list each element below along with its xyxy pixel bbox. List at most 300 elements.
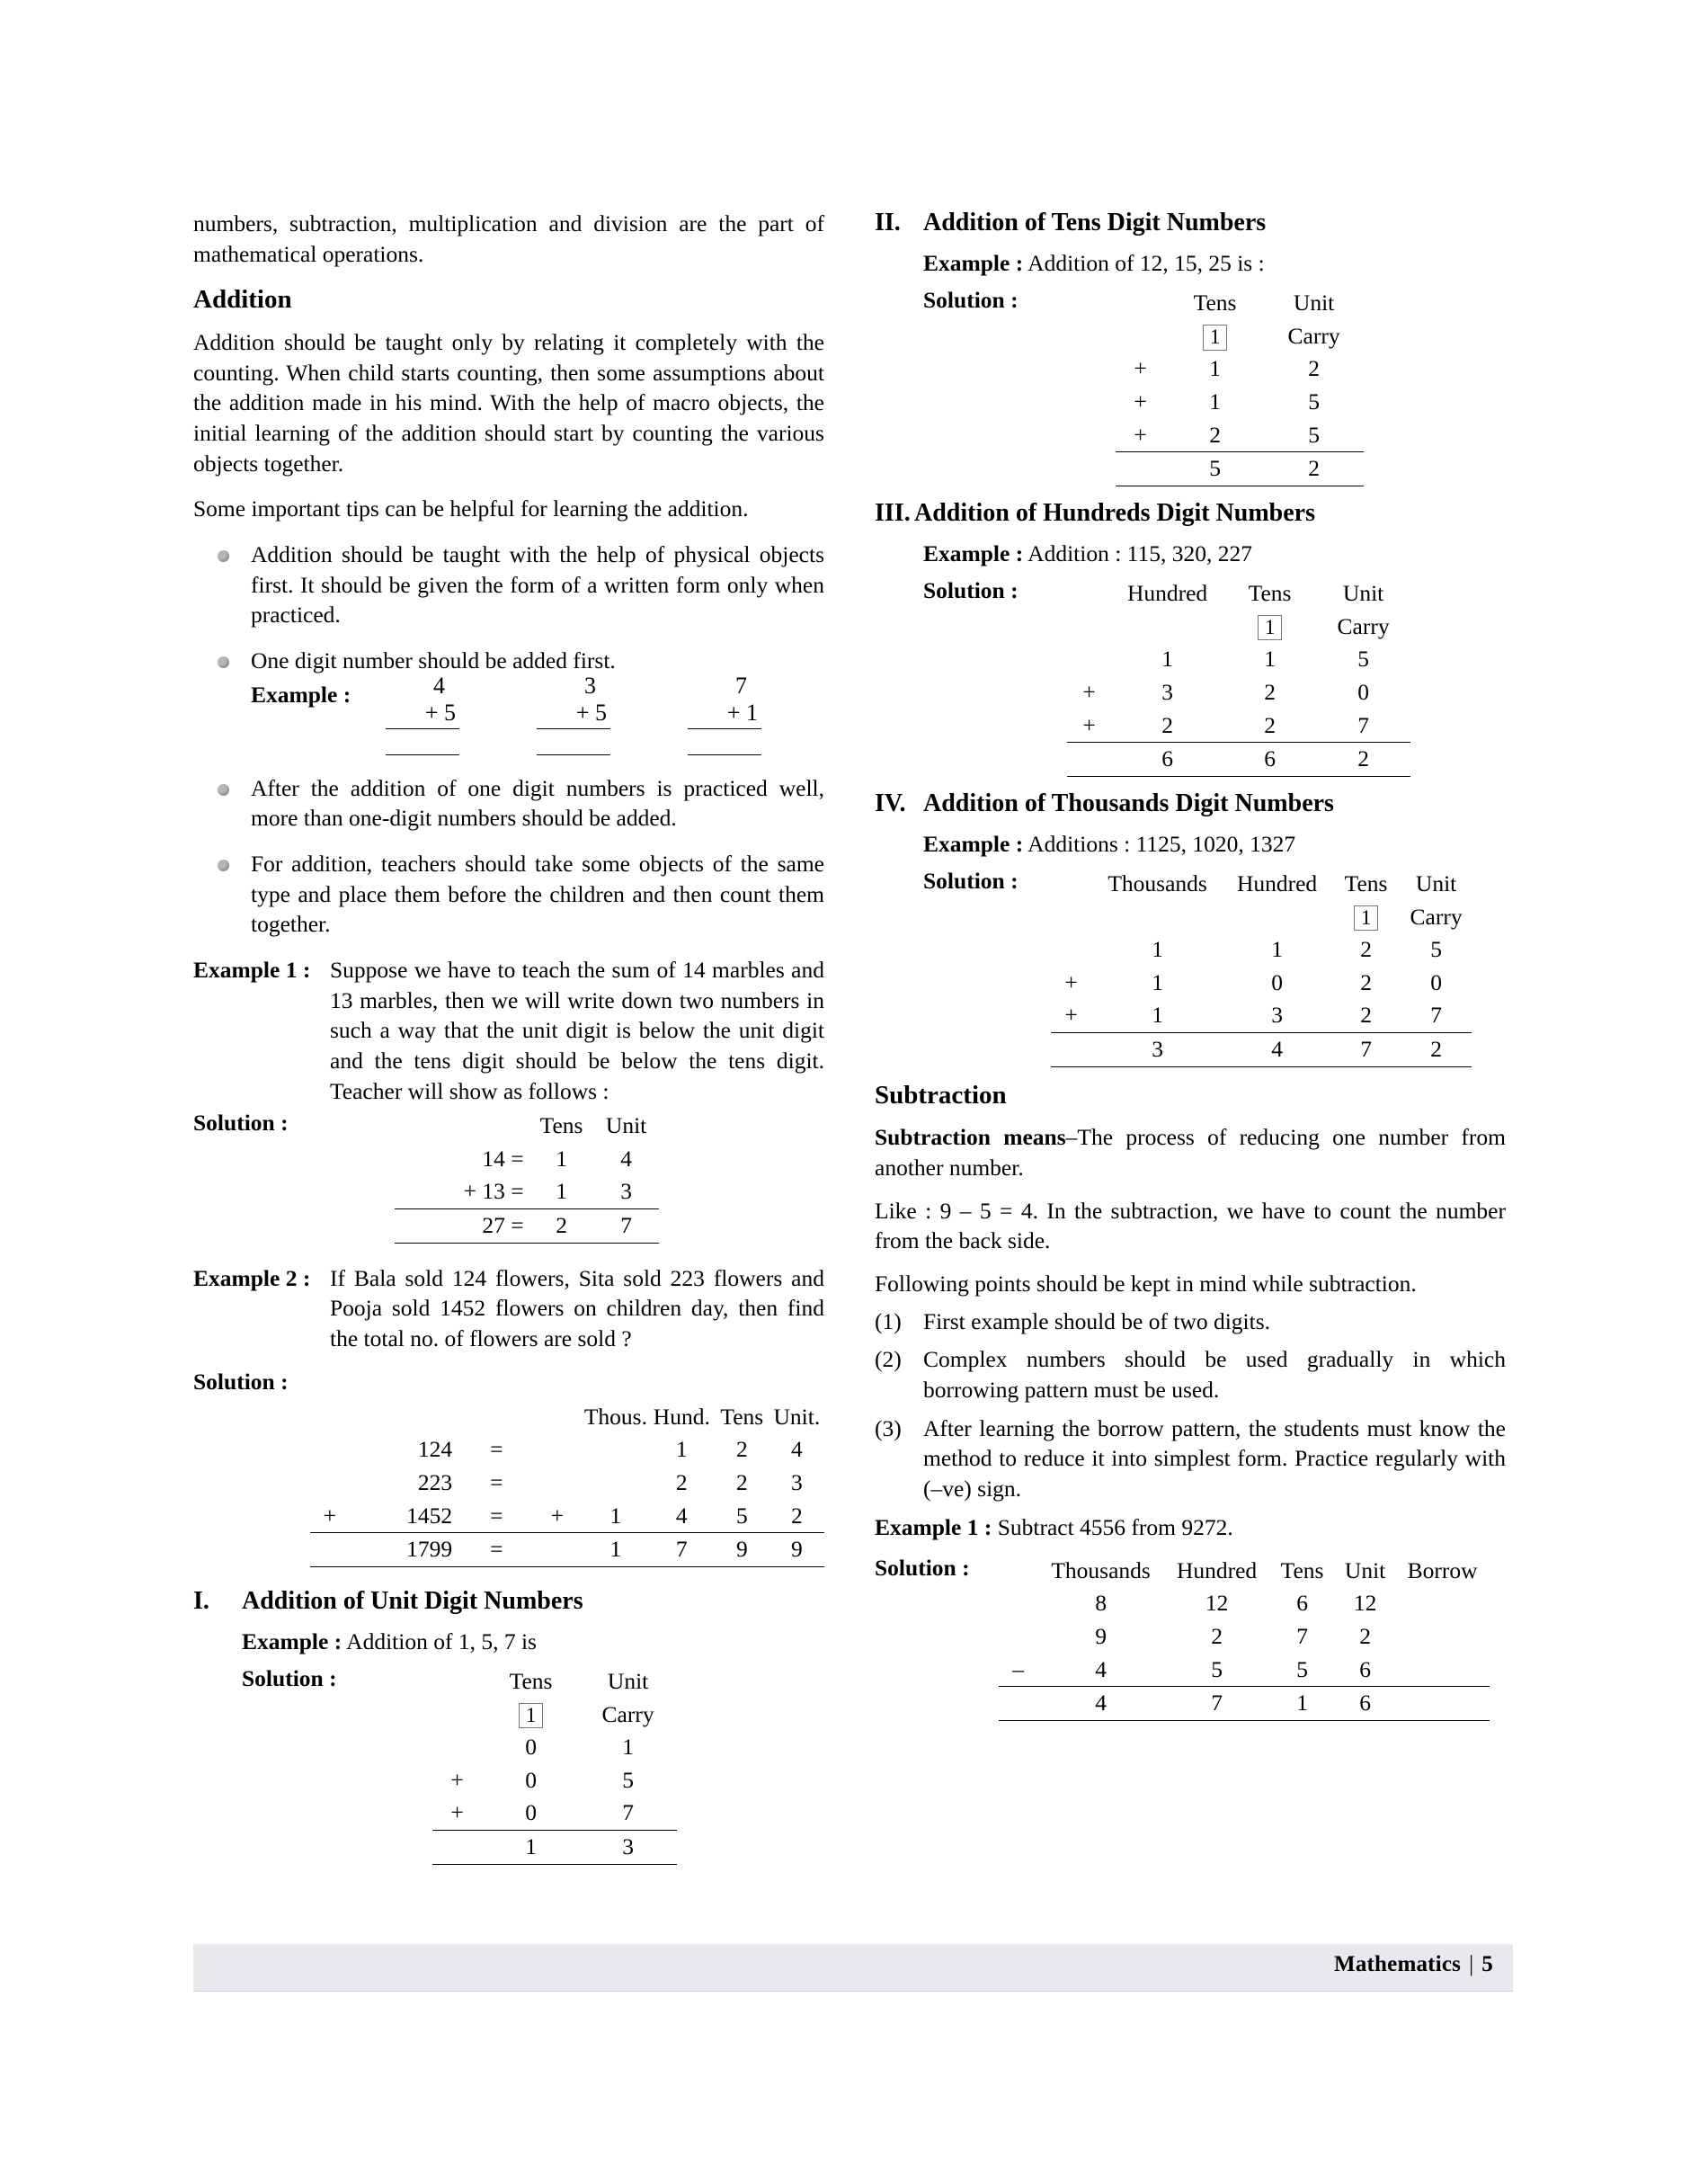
- addition-tips-list: [193, 540, 824, 940]
- table-row: [310, 1433, 824, 1467]
- row-expression: + 13 =: [395, 1175, 529, 1208]
- cell: 1: [529, 1175, 594, 1208]
- cell: 9: [1095, 1623, 1107, 1650]
- cell: 0: [525, 1734, 537, 1761]
- table-row: [999, 1587, 1490, 1620]
- mini-sum-answer-rule: [537, 754, 610, 755]
- list-item: [875, 1413, 1506, 1504]
- section-4-table: [1051, 868, 1472, 1067]
- row-operator: +: [450, 1766, 464, 1793]
- cell: 6: [1223, 743, 1317, 777]
- example-label: Example :: [923, 250, 1024, 276]
- table-header-row: [395, 1110, 659, 1143]
- cell: 6: [1335, 1687, 1396, 1721]
- table-header-row: [1067, 577, 1410, 611]
- solution-label: Solution :: [923, 287, 1019, 314]
- cell: 3: [594, 1175, 659, 1208]
- cell: 0: [483, 1797, 580, 1830]
- one-digit-example-sums: [386, 673, 824, 755]
- subtraction-means-paragraph: [875, 1122, 1506, 1182]
- cell: 2: [1317, 743, 1410, 777]
- row-operator-2: +: [532, 1500, 583, 1533]
- table-row: [395, 1143, 659, 1176]
- list-item: [193, 646, 824, 676]
- row-operator: +: [1082, 678, 1096, 705]
- cell: 1: [1270, 1687, 1335, 1721]
- table-row-total: [432, 1831, 677, 1865]
- cell: 1: [483, 1831, 580, 1865]
- section-1-solution: [242, 1665, 824, 1865]
- mini-sum-addend: 5: [595, 699, 607, 726]
- row-operator: +: [1134, 388, 1147, 415]
- cell: 3: [791, 1468, 803, 1495]
- cell: 2: [735, 1468, 748, 1495]
- carry-row: [1051, 901, 1472, 934]
- cell: 2: [769, 1500, 824, 1533]
- cell: 3: [1092, 1033, 1223, 1067]
- subtraction-points-lead: Following points should be kept in mind while subtraction.: [875, 1271, 1417, 1297]
- cell: 1: [1264, 646, 1276, 673]
- equals-sign: =: [461, 1500, 532, 1533]
- section-2-example-line: [923, 248, 1506, 278]
- column-header: Unit: [607, 1667, 649, 1694]
- carry-box-cell: [1331, 901, 1401, 934]
- section-heading-3: [875, 499, 1506, 528]
- list-item-text: Addition should be taught with the help of physical objects first. It should be given the form of a written form only when practiced.: [251, 541, 824, 629]
- cell: 12: [1205, 1590, 1229, 1617]
- cell: 5: [1164, 1654, 1270, 1687]
- row-expression: 14 =: [482, 1145, 524, 1172]
- example-1-table: [395, 1110, 659, 1244]
- row-operator: [999, 1620, 1038, 1654]
- table-row: [432, 1731, 677, 1764]
- row-operator: –: [999, 1654, 1038, 1687]
- cell: 5: [1265, 419, 1364, 452]
- column-header: Tens: [720, 1403, 764, 1430]
- row-operator: [1051, 1033, 1092, 1067]
- carry-box-cell: [483, 1699, 580, 1732]
- cell: 4: [1038, 1654, 1164, 1687]
- subtraction-points-list: [875, 1306, 1506, 1504]
- continued-paragraph: numbers, subtraction, multiplication and division are the part of mathematical operations.: [193, 210, 824, 267]
- column-header: Unit: [1415, 869, 1457, 896]
- table-row: [310, 1467, 824, 1500]
- row-expression: 27 =: [395, 1209, 529, 1244]
- carry-box-cell: [1166, 320, 1265, 353]
- cell: 1: [1092, 999, 1223, 1032]
- cell: 5: [1357, 646, 1369, 673]
- column-header: Hundred: [1236, 869, 1318, 896]
- solution-label: Solution :: [242, 1664, 337, 1691]
- column-header: Unit: [1344, 1556, 1386, 1583]
- cell: 2: [1308, 355, 1320, 382]
- table-row-total: [1051, 1033, 1472, 1067]
- cell: 0: [1430, 968, 1442, 995]
- table-row: [1051, 999, 1472, 1032]
- row-operator: [310, 1467, 350, 1500]
- row-operator: [1051, 933, 1092, 967]
- column-header: Tens: [1193, 290, 1237, 317]
- table-row: [395, 1175, 659, 1208]
- bullet-dot-icon: [218, 860, 229, 871]
- example-2-table: [310, 1401, 824, 1567]
- solution-label: Solution :: [875, 1554, 970, 1581]
- mini-sum-top: 3: [584, 672, 596, 699]
- cell: [583, 1433, 649, 1467]
- table-row: [1067, 709, 1410, 743]
- list-item-text: Complex numbers should be used gradually in which borrowing pattern must be used.: [923, 1346, 1506, 1404]
- section-1-body: [193, 1627, 824, 1865]
- cell: 0: [1357, 678, 1369, 705]
- cell: 6: [1296, 1590, 1308, 1617]
- cell: 2: [1265, 452, 1364, 486]
- row-operator: [432, 1731, 483, 1764]
- section-3-solution: [923, 577, 1506, 777]
- mini-sum-operator: +: [575, 699, 590, 726]
- one-digit-example-block: [193, 672, 824, 755]
- mini-sum: [688, 673, 761, 755]
- table-row: [999, 1620, 1490, 1654]
- mini-sum-operator: +: [424, 699, 439, 726]
- list-item: [875, 1306, 1506, 1337]
- table-header-row: [1051, 868, 1472, 901]
- cell: 1: [1209, 388, 1221, 415]
- table-header-row: [432, 1665, 677, 1699]
- table-row: [1116, 386, 1364, 419]
- cell: 1: [1161, 646, 1173, 673]
- table-header-row: [999, 1555, 1490, 1588]
- cell: 1: [583, 1533, 649, 1567]
- cell: 2: [1331, 999, 1401, 1032]
- section-2-body: [875, 248, 1506, 486]
- column-header: Tens: [1344, 869, 1388, 896]
- cell: 1: [622, 1734, 634, 1761]
- list-item-text: One digit number should be added first.: [251, 647, 616, 674]
- section-heading-4: [875, 789, 1506, 818]
- list-item: [875, 1344, 1506, 1404]
- cell: 7: [1331, 1033, 1401, 1067]
- example-label: Example :: [923, 830, 1024, 857]
- example-1-text: Suppose we have to teach the sum of 14 marbles and 13 marbles, then we will write down two numbers in such a way that the unit digit is below the unit digit and the tens digit should be below the tens digit. Teacher will show as follows :: [330, 956, 824, 1104]
- table-row: [1067, 676, 1410, 709]
- row-operator-2: [532, 1467, 583, 1500]
- example-text: Addition : 115, 320, 227: [1027, 540, 1252, 566]
- section-heading-2: [875, 209, 1506, 237]
- footer-book-title: Mathematics: [1334, 1952, 1462, 1976]
- cell: 4: [620, 1145, 632, 1172]
- solution-label: Solution :: [923, 577, 1019, 604]
- cell: 1: [583, 1500, 649, 1533]
- list-item-text: After learning the borrow pattern, the students must know the method to reduce it into simplest form. Practice regularly with (–ve) sign.: [923, 1414, 1506, 1503]
- carry-label: Carry: [1410, 903, 1463, 930]
- example-1-block: [193, 955, 824, 1106]
- cell: 2: [1112, 709, 1223, 743]
- cell: 3: [1223, 999, 1331, 1032]
- column-header: Unit.: [773, 1403, 821, 1430]
- cell: 2: [1360, 936, 1372, 963]
- section-4-body: [875, 829, 1506, 1067]
- example-text: Addition of 12, 15, 25 is :: [1027, 250, 1265, 276]
- list-item-text: First example should be of two digits.: [923, 1307, 1271, 1334]
- cell: 2: [1360, 968, 1372, 995]
- list-item-number: (2): [875, 1346, 902, 1373]
- table-header-row: [310, 1401, 824, 1434]
- carry-row: [1067, 611, 1410, 644]
- carry-value: 1: [1258, 615, 1283, 641]
- mini-sum: [386, 673, 459, 755]
- cell: 2: [1211, 1623, 1223, 1650]
- table-row: [1116, 419, 1364, 452]
- bullet-dot-icon: [218, 550, 229, 562]
- example-2-tag: Example 2 :: [193, 1264, 311, 1291]
- table-row: [310, 1500, 824, 1533]
- row-operator: +: [1134, 355, 1147, 382]
- carry-row: [432, 1699, 677, 1732]
- column-header: Thousands: [1108, 869, 1207, 896]
- list-item-text: After the addition of one digit numbers is practiced well, more than one-digit numbers should be added.: [251, 774, 824, 832]
- solution-label: Solution :: [923, 867, 1019, 894]
- cell: 4: [649, 1500, 715, 1533]
- cell: 4: [791, 1436, 803, 1463]
- cell: 2: [1401, 1033, 1472, 1067]
- example-1-text: Subtract 4556 from 9272.: [997, 1513, 1233, 1540]
- table-row: [1116, 352, 1364, 386]
- row-operator: +: [432, 1797, 483, 1830]
- subtraction-example-1-solution: [875, 1555, 1506, 1721]
- cell: 5: [1430, 936, 1442, 963]
- table-row: [1051, 967, 1472, 1000]
- mini-sum-addend: 5: [444, 699, 456, 726]
- section-numeral: IV.: [875, 789, 906, 817]
- column-header: Unit: [1293, 290, 1335, 317]
- row-operator: [1067, 643, 1112, 676]
- row-operator-2: [532, 1533, 583, 1567]
- cell: 2: [1223, 709, 1317, 743]
- section-numeral: II.: [875, 209, 901, 236]
- equals-sign: =: [490, 1468, 503, 1495]
- cell: 5: [1308, 388, 1320, 415]
- list-item: [193, 773, 824, 834]
- section-2-table: [1116, 287, 1364, 486]
- row-operator-2: [532, 1433, 583, 1467]
- cell: [583, 1467, 649, 1500]
- cell: 0: [525, 1766, 537, 1793]
- table-row: [1067, 643, 1410, 676]
- cell: 6: [1335, 1654, 1396, 1687]
- addition-heading: Addition: [193, 285, 292, 315]
- carry-value: 1: [519, 1703, 544, 1729]
- row-operator: [999, 1687, 1038, 1721]
- table-header-row: [1116, 287, 1364, 320]
- mini-sum: [537, 673, 610, 755]
- cell: 2: [1264, 678, 1276, 705]
- section-1-example-line: [242, 1627, 824, 1656]
- carry-value: 1: [1354, 905, 1379, 932]
- table-row-total: [999, 1687, 1490, 1721]
- carry-row: [1116, 320, 1364, 353]
- row-operator: [432, 1831, 483, 1865]
- mini-sum-top: 4: [433, 672, 445, 699]
- row-operator: [999, 1587, 1038, 1620]
- list-item-text: For addition, teachers should take some objects of the same type and place them before the children and then count them together.: [251, 850, 824, 938]
- row-value: 124: [417, 1436, 453, 1463]
- table-row-total: [395, 1209, 659, 1244]
- subtraction-like-paragraph: Like : 9 – 5 = 4. In the subtraction, we have to count the number from the back side.: [875, 1197, 1506, 1254]
- section-title: Addition of Tens Digit Numbers: [923, 209, 1267, 236]
- footer-separator: |: [1469, 1952, 1474, 1976]
- left-column: [193, 209, 824, 1865]
- cell: 9: [769, 1533, 824, 1567]
- example-2-text: If Bala sold 124 flowers, Sita sold 223 flowers and Pooja sold 1452 flowers on children day, then find the total no. of flowers are sold ?: [330, 1264, 824, 1352]
- example-label: Example :: [923, 540, 1024, 566]
- mini-sum-top: 7: [735, 672, 747, 699]
- subtraction-heading: Subtraction: [875, 1080, 1007, 1110]
- subtraction-means-text: –The process of reducing one number from another number.: [875, 1124, 1506, 1182]
- mini-sum-operator: +: [726, 699, 741, 726]
- table-row-total: [1116, 452, 1364, 486]
- section-numeral: I.: [193, 1586, 209, 1615]
- tips-lead-paragraph: Some important tips can be helpful for learning the addition.: [193, 495, 749, 522]
- cell: 2: [735, 1436, 748, 1463]
- row-operator: [1067, 743, 1112, 777]
- cell: 5: [622, 1766, 634, 1793]
- column-header: Hundred: [1176, 1556, 1258, 1583]
- section-3-example-line: [923, 539, 1506, 568]
- column-header: Thousands: [1051, 1556, 1151, 1583]
- page-footer: [193, 1944, 1513, 1992]
- table-row: [999, 1654, 1490, 1687]
- table-row: [432, 1797, 677, 1830]
- cell: 5: [715, 1500, 769, 1533]
- section-3-table: [1067, 577, 1410, 777]
- mini-sum-bottom: [386, 700, 459, 729]
- row-operator: [310, 1433, 350, 1467]
- example-2-solution: [193, 1369, 824, 1567]
- example-2-block: [193, 1263, 824, 1354]
- example-label: Example :: [242, 1627, 342, 1654]
- carry-box-cell: [1223, 611, 1317, 644]
- addition-intro-paragraph: Addition should be taught only by relating it completely with the counting. When child starts counting, then some assumptions about the addition made in his mind. With the help of macro objects, the initial learning of the addition should start by counting the various objects together.: [193, 329, 824, 477]
- cell: 3: [580, 1831, 677, 1865]
- subtraction-table: [999, 1555, 1490, 1721]
- cell: 1: [1209, 355, 1221, 382]
- equals-sign: =: [461, 1533, 532, 1567]
- row-operator: [1116, 452, 1166, 486]
- cell: 5: [1270, 1654, 1335, 1687]
- cell: 3: [1161, 678, 1173, 705]
- subtraction-means-label: Subtraction means: [875, 1124, 1066, 1151]
- table-row-total: [310, 1533, 824, 1567]
- page-content: [193, 209, 1506, 1865]
- row-value: 1452: [350, 1500, 462, 1533]
- cell: 5: [1166, 452, 1265, 486]
- column-header: Tens: [1280, 1556, 1324, 1583]
- carry-label: Carry: [601, 1700, 654, 1727]
- one-digit-example-label: Example :: [251, 681, 351, 708]
- cell: 9: [715, 1533, 769, 1567]
- mini-sum-addend: 1: [746, 699, 758, 726]
- cell: 6: [1112, 743, 1223, 777]
- cell: 4: [1038, 1687, 1164, 1721]
- cell: 2: [529, 1209, 594, 1244]
- cell: 0: [1271, 968, 1283, 995]
- cell: 2: [1359, 1623, 1371, 1650]
- solution-label: Solution :: [193, 1368, 289, 1395]
- section-3-body: [875, 539, 1506, 777]
- column-header: Borrow: [1407, 1556, 1478, 1583]
- list-item: [193, 849, 824, 940]
- section-4-solution: [923, 868, 1506, 1067]
- cell: 7: [1401, 999, 1472, 1032]
- column-header: Hundred: [1126, 580, 1208, 607]
- subtraction-example-1-line: [875, 1512, 1506, 1542]
- section-heading-1: [193, 1587, 824, 1616]
- row-operator: +: [1064, 968, 1078, 995]
- cell: 2: [675, 1468, 688, 1495]
- example-1-tag: Example 1 :: [193, 956, 311, 983]
- cell: 1: [675, 1436, 688, 1463]
- table-row-total: [1067, 743, 1410, 777]
- section-title: Addition of Hundreds Digit Numbers: [914, 498, 1316, 527]
- cell: 1: [1152, 968, 1163, 995]
- column-header: Tens: [509, 1667, 553, 1694]
- cell: 7: [649, 1533, 715, 1567]
- cell: 2: [1166, 419, 1265, 452]
- example-text: Addition of 1, 5, 7 is: [346, 1627, 537, 1654]
- column-header: Unit: [1342, 580, 1384, 607]
- section-title: Addition of Unit Digit Numbers: [242, 1586, 583, 1615]
- carry-label: Carry: [1337, 612, 1390, 639]
- cell: 7: [1296, 1623, 1308, 1650]
- bullet-dot-icon: [218, 784, 229, 796]
- table-row: [432, 1764, 677, 1797]
- mini-sum-bottom: [537, 700, 610, 729]
- mini-sum-answer-rule: [386, 754, 459, 755]
- section-2-solution: [923, 287, 1506, 486]
- cell: 1: [556, 1145, 567, 1172]
- cell: 4: [1223, 1033, 1331, 1067]
- mini-sum-bottom: [688, 700, 761, 729]
- carry-label: Carry: [1287, 322, 1340, 349]
- column-header: Tens: [539, 1112, 583, 1139]
- carry-value: 1: [1203, 325, 1228, 351]
- section-1-table: [432, 1665, 677, 1865]
- right-column: [875, 209, 1506, 1865]
- list-item-number: (1): [875, 1307, 902, 1334]
- cell: 8: [1095, 1590, 1107, 1617]
- table-row: [1051, 933, 1472, 967]
- cell: 1: [1152, 936, 1163, 963]
- column-header: Unit: [605, 1112, 647, 1139]
- row-value: 223: [417, 1468, 453, 1495]
- row-operator: +: [1051, 999, 1092, 1032]
- column-header: Tens: [1248, 580, 1292, 607]
- row-operator: +: [1116, 419, 1166, 452]
- cell: 7: [580, 1797, 677, 1830]
- footer-page-number: 5: [1481, 1952, 1493, 1976]
- solution-label: Solution :: [193, 1110, 289, 1137]
- example-text: Additions : 1125, 1020, 1327: [1027, 830, 1296, 857]
- section-title: Addition of Thousands Digit Numbers: [923, 789, 1334, 817]
- cell: 7: [1317, 709, 1410, 743]
- section-4-example-line: [923, 829, 1506, 859]
- section-numeral: III.: [875, 498, 911, 527]
- row-operator: +: [310, 1500, 350, 1533]
- column-header: Hund.: [653, 1403, 710, 1430]
- cell: 12: [1353, 1590, 1377, 1617]
- example-1-tag: Example 1 :: [875, 1513, 992, 1540]
- row-operator: [310, 1533, 350, 1567]
